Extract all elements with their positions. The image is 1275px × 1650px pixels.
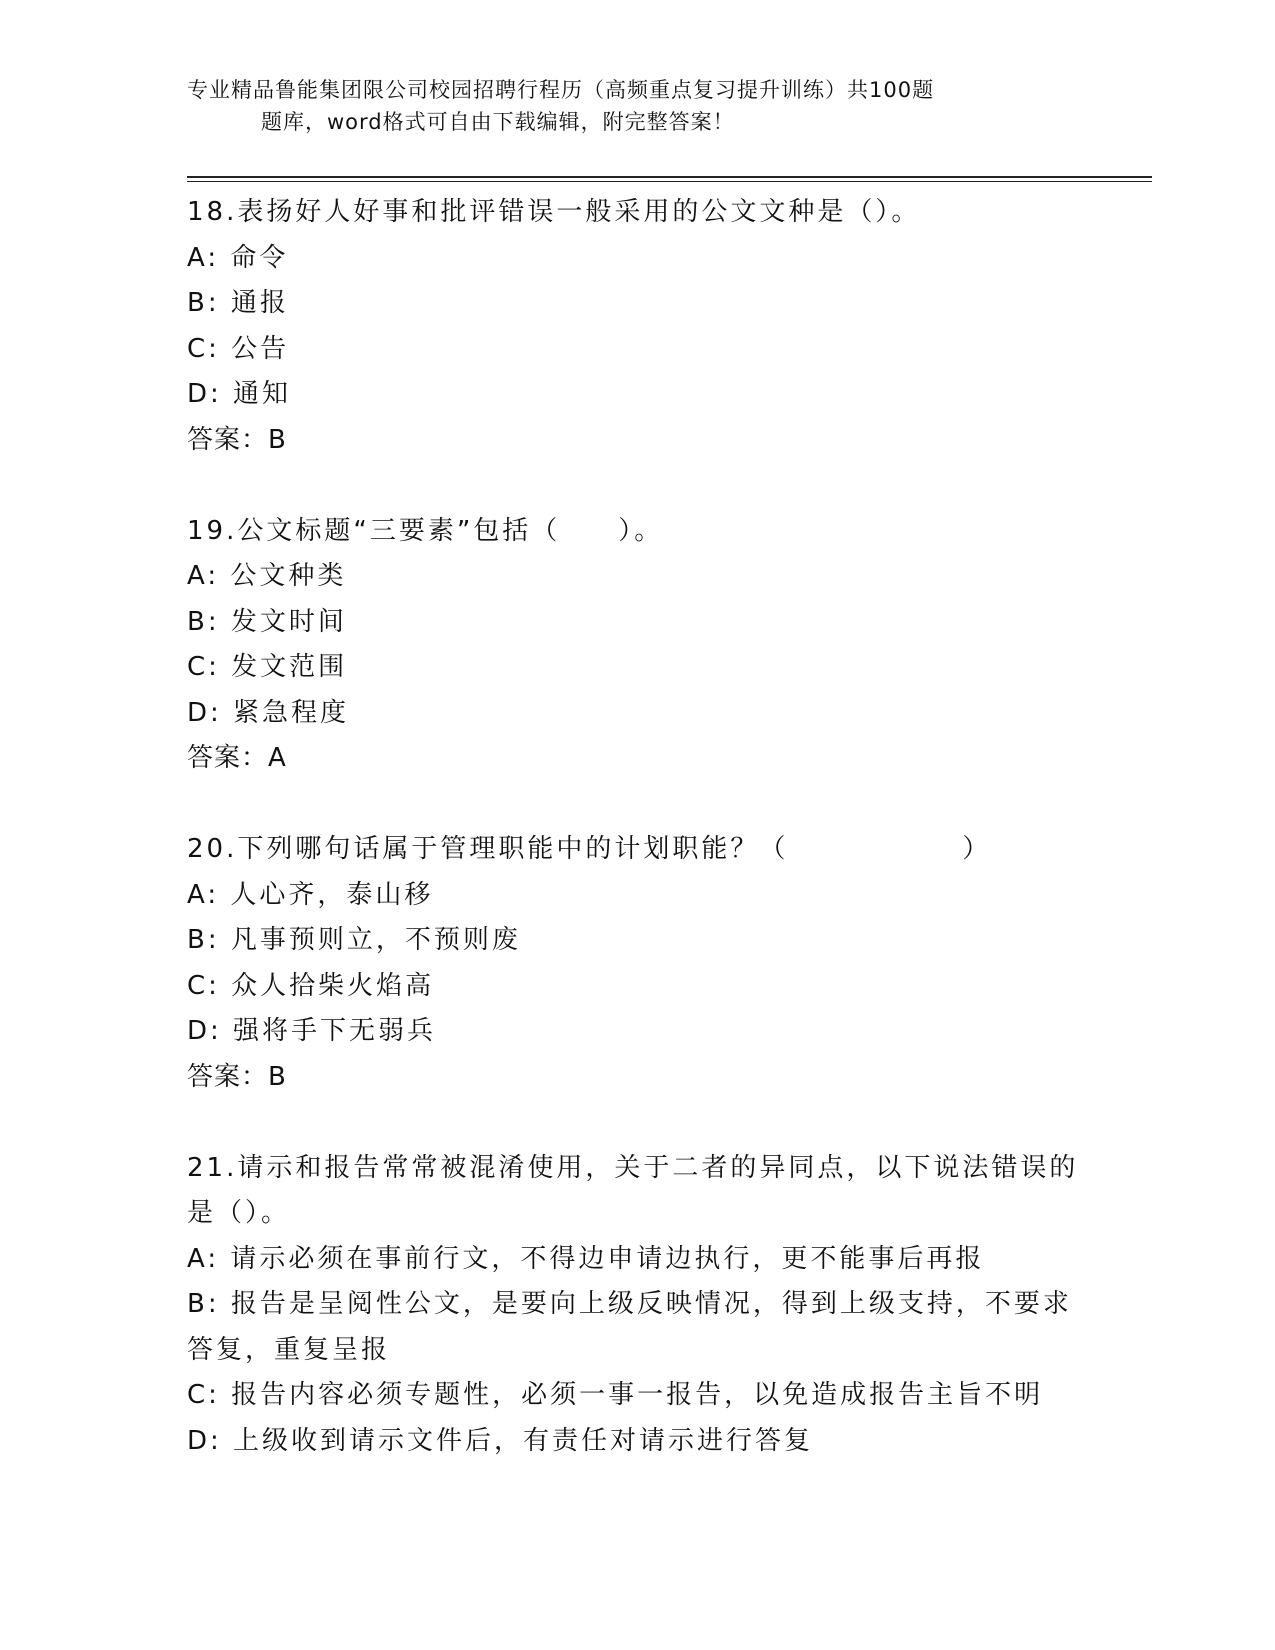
answer-label: 答案：B bbox=[187, 424, 287, 455]
spacer bbox=[187, 1100, 1087, 1146]
header-divider-thin bbox=[187, 181, 1152, 182]
question-19 bbox=[187, 509, 1087, 828]
option-a: A: 请示必须在事前行文，不得边申请边执行，更不能事后再报 bbox=[187, 1243, 985, 1274]
spacer bbox=[187, 463, 1087, 509]
option-b: B: 凡事预则立，不预则废 bbox=[187, 925, 521, 955]
option-c: C: 公告 bbox=[187, 333, 290, 364]
question-18 bbox=[187, 190, 1087, 509]
answer-label: 答案：A bbox=[187, 743, 287, 773]
option-b: B: 报告是呈阅性公文，是要向上级反映情况，得到上级支持，不要求 bbox=[187, 1289, 1072, 1319]
question-21 bbox=[187, 1146, 1087, 1465]
option-b: B: 通报 bbox=[187, 288, 289, 318]
question-stem: 19.公文标题“三要素”包括（ ）。 bbox=[187, 515, 664, 546]
option-c: C: 众人拾柴火焰高 bbox=[187, 970, 435, 1001]
question-stem-continued: 是（）。 bbox=[187, 1198, 291, 1228]
option-d: D: 通知 bbox=[187, 379, 292, 409]
header-line-2: 题库，word格式可自由下载编辑，附完整答案！ bbox=[261, 110, 735, 134]
header-divider-thick bbox=[187, 176, 1152, 178]
question-stem: 20.下列哪句话属于管理职能中的计划职能？（ ） bbox=[187, 834, 992, 864]
document-header bbox=[187, 74, 1067, 138]
option-d: D: 强将手下无弱兵 bbox=[187, 1016, 437, 1046]
option-a: A: 命令 bbox=[187, 242, 289, 273]
option-c: C: 发文范围 bbox=[187, 652, 348, 682]
option-d: D: 紧急程度 bbox=[187, 697, 350, 728]
question-stem: 21.请示和报告常常被混淆使用，关于二者的异同点，以下说法错误的 bbox=[187, 1152, 1079, 1183]
question-stem: 18.表扬好人好事和批评错误一般采用的公文文种是（）。 bbox=[187, 197, 921, 227]
option-d: D: 上级收到请示文件后，有责任对请示进行答复 bbox=[187, 1425, 814, 1456]
option-b-continued: 答复，重复呈报 bbox=[187, 1334, 391, 1365]
question-list bbox=[187, 190, 1087, 1464]
option-a: A: 公文种类 bbox=[187, 561, 347, 591]
question-20 bbox=[187, 827, 1087, 1146]
header-line-1: 专业精品鲁能集团限公司校园招聘行程历（高频重点复习提升训练）共100题 bbox=[187, 78, 935, 102]
option-b: B: 发文时间 bbox=[187, 606, 347, 637]
answer-label: 答案：B bbox=[187, 1061, 287, 1092]
spacer bbox=[187, 782, 1087, 828]
option-c: C: 报告内容必须专题性，必须一事一报告，以免造成报告主旨不明 bbox=[187, 1380, 1044, 1410]
option-a: A: 人心齐，泰山移 bbox=[187, 879, 434, 910]
